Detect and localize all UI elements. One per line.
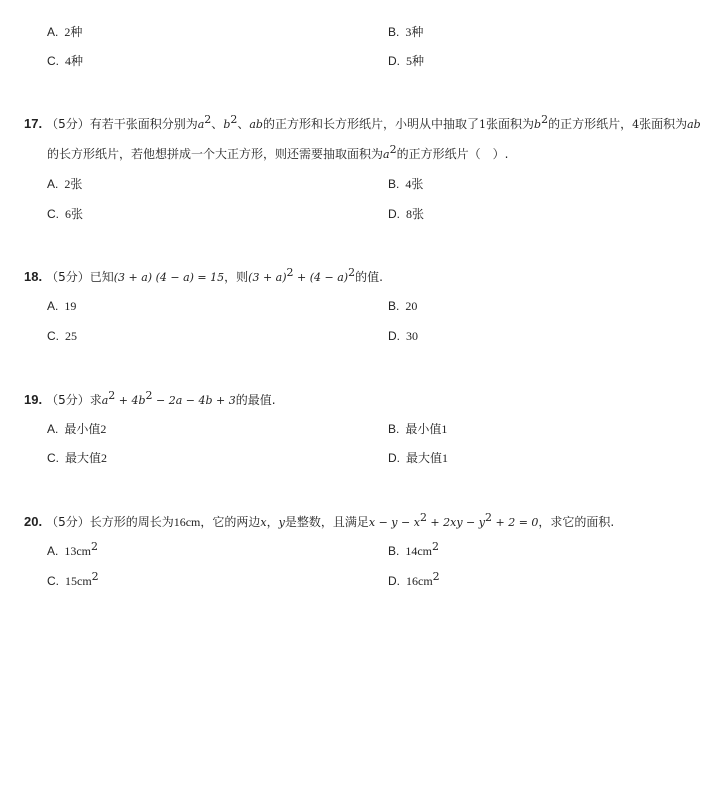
option-label: B. xyxy=(388,544,400,558)
question-number: 19. xyxy=(24,392,43,407)
math-num: 16cm xyxy=(173,515,201,529)
option-label: C. xyxy=(47,574,59,588)
option-exponent: 2 xyxy=(91,570,99,583)
option-value: 8 xyxy=(406,207,412,221)
option-unit: 张 xyxy=(70,177,83,191)
question-number: 18. xyxy=(24,269,43,284)
option-label: C. xyxy=(47,54,59,68)
math-exp: 2 xyxy=(286,266,294,279)
option-value: 14cm xyxy=(405,544,433,558)
q17-stem-line2 xyxy=(47,145,508,164)
option-value: 30 xyxy=(406,329,418,343)
q18-option-d[interactable] xyxy=(388,328,418,344)
option-value: 5 xyxy=(406,54,412,68)
option-exponent: 2 xyxy=(432,540,440,553)
math-expr: x − y − x xyxy=(368,516,420,529)
math-var: x xyxy=(260,516,267,529)
math-op: + xyxy=(293,271,310,284)
q20-option-a[interactable] xyxy=(47,540,99,559)
option-label: D. xyxy=(388,207,400,221)
option-text: 最大值 xyxy=(65,451,102,465)
stem-text: 的正方形和长方形纸片，小明从中抽取了 xyxy=(262,117,479,131)
option-label: D. xyxy=(388,329,400,343)
option-value: 2 xyxy=(101,451,108,465)
option-value: 1 xyxy=(441,422,448,436)
question-number: 20. xyxy=(24,514,43,529)
stem-text: 张面积为 xyxy=(486,117,535,131)
q17-option-d[interactable] xyxy=(388,206,424,222)
stem-text: 、 xyxy=(211,117,224,131)
option-label: C. xyxy=(47,329,59,343)
math-exp: 2 xyxy=(230,113,238,126)
stem-text: 、 xyxy=(237,117,250,131)
stem-text: ，则 xyxy=(224,270,249,284)
math-var: a xyxy=(197,118,205,131)
question-points: （5分） xyxy=(46,515,90,529)
q19-stem xyxy=(24,391,276,410)
stem-text: ， xyxy=(266,515,279,529)
option-label: B. xyxy=(388,299,400,313)
option-value: 15cm xyxy=(65,574,92,588)
question-points: （5分） xyxy=(46,270,90,284)
stem-text: ，它的两边 xyxy=(200,515,261,529)
option-value: 13cm xyxy=(64,544,92,558)
option-unit: 张 xyxy=(71,207,84,221)
stem-text: 的值. xyxy=(355,270,383,284)
option-value: 16cm xyxy=(406,574,433,588)
option-value: 3 xyxy=(405,25,412,39)
math-exp: 2 xyxy=(389,143,397,156)
question-points: （5分） xyxy=(46,393,90,407)
math-num: 4 xyxy=(632,118,640,131)
option-label: A. xyxy=(47,177,59,191)
option-unit: 张 xyxy=(411,177,424,191)
option-text: 最小值 xyxy=(405,422,442,436)
math-exp: 2 xyxy=(485,511,492,524)
q17-option-a[interactable] xyxy=(47,176,82,192)
option-value: 6 xyxy=(65,207,71,221)
math-expr: − 2a − 4b + 3 xyxy=(152,394,236,407)
option-label: B. xyxy=(388,177,400,191)
option-label: C. xyxy=(47,207,59,221)
math-var: a xyxy=(383,148,390,161)
stem-text: 有若干张面积分别为 xyxy=(89,117,198,131)
math-exp: 2 xyxy=(108,389,116,402)
option-value: 19 xyxy=(64,299,77,313)
option-value: 2 xyxy=(64,177,71,191)
option-value: 4 xyxy=(65,54,71,68)
stem-text: 是整数，且满足 xyxy=(284,515,369,529)
option-label: A. xyxy=(47,299,59,313)
math-exp: 2 xyxy=(145,389,153,402)
q16-option-d[interactable] xyxy=(388,53,424,69)
option-value: 20 xyxy=(405,299,418,313)
option-label: D. xyxy=(388,451,400,465)
option-value: 25 xyxy=(65,329,77,343)
option-unit: 种 xyxy=(70,25,83,39)
q20-option-b[interactable] xyxy=(388,540,440,559)
math-exp: 2 xyxy=(204,113,212,126)
q19-option-a[interactable] xyxy=(47,421,106,437)
math-exp: 2 xyxy=(419,511,427,524)
option-unit: 种 xyxy=(71,54,84,68)
stem-text: 长方形的周长为 xyxy=(89,515,174,529)
q16-option-a[interactable] xyxy=(47,24,82,40)
option-label: A. xyxy=(47,422,59,436)
q20-option-d[interactable] xyxy=(388,570,440,589)
option-text: 最小值 xyxy=(64,422,101,436)
q16-option-c[interactable] xyxy=(47,53,83,69)
option-exponent: 2 xyxy=(432,570,440,583)
option-value: 2 xyxy=(100,422,107,436)
math-var: a xyxy=(101,394,109,407)
math-var: ab xyxy=(687,118,701,131)
math-var: y xyxy=(278,516,285,529)
option-unit: 种 xyxy=(412,54,425,68)
option-label: A. xyxy=(47,544,59,558)
option-label: C. xyxy=(47,451,59,465)
option-label: B. xyxy=(388,422,400,436)
q19-option-b[interactable] xyxy=(388,421,447,437)
option-text: 最大值 xyxy=(406,451,443,465)
math-expr: + 2xy − y xyxy=(426,516,485,529)
q19-option-c[interactable] xyxy=(47,450,107,466)
option-value: 1 xyxy=(442,451,449,465)
q19-option-d[interactable] xyxy=(388,450,448,466)
math-var: ab xyxy=(249,118,263,131)
q17-option-b[interactable] xyxy=(388,176,423,192)
math-expr: + 2 = 0 xyxy=(492,516,539,529)
stem-text: 的正方形纸片， xyxy=(548,117,633,131)
option-label: D. xyxy=(388,574,400,588)
math-var: b xyxy=(534,118,542,131)
q18-option-a[interactable] xyxy=(47,298,76,314)
stem-text: 的正方形纸片（ ）. xyxy=(396,147,509,161)
option-value: 4 xyxy=(405,177,412,191)
math-num: 1 xyxy=(479,118,486,131)
math-expr: + 4b xyxy=(115,394,146,407)
q17-option-c[interactable] xyxy=(47,206,83,222)
q18-option-c[interactable] xyxy=(47,328,77,344)
math-expr: (3 + a) (4 − a) = 15 xyxy=(113,271,225,284)
option-exponent: 2 xyxy=(91,540,99,553)
math-exp: 2 xyxy=(348,266,356,279)
option-value: 2 xyxy=(64,25,71,39)
question-number: 17. xyxy=(24,116,43,131)
math-expr: (3 + a) xyxy=(248,271,287,284)
option-label: B. xyxy=(388,25,400,39)
q18-stem xyxy=(24,268,383,287)
question-points: （5分） xyxy=(46,117,90,131)
math-var: b xyxy=(223,118,231,131)
option-label: A. xyxy=(47,25,59,39)
option-label: D. xyxy=(388,54,400,68)
q18-option-b[interactable] xyxy=(388,298,417,314)
option-unit: 种 xyxy=(411,25,424,39)
q16-option-b[interactable] xyxy=(388,24,423,40)
stem-text: 已知 xyxy=(89,270,114,284)
q20-option-c[interactable] xyxy=(47,570,99,589)
stem-text: ，求它的面积. xyxy=(538,515,615,529)
option-unit: 张 xyxy=(412,207,425,221)
stem-text: 的长方形纸片，若他想拼成一个大正方形，则还需要抽取面积为 xyxy=(47,147,384,161)
stem-text: 求 xyxy=(89,393,102,407)
stem-text: 的最值. xyxy=(235,393,276,407)
math-expr: (4 − a) xyxy=(309,271,349,284)
stem-text: 张面积为 xyxy=(639,117,688,131)
q17-stem-line1 xyxy=(24,115,701,134)
math-exp: 2 xyxy=(541,113,549,126)
q20-stem xyxy=(24,513,614,532)
